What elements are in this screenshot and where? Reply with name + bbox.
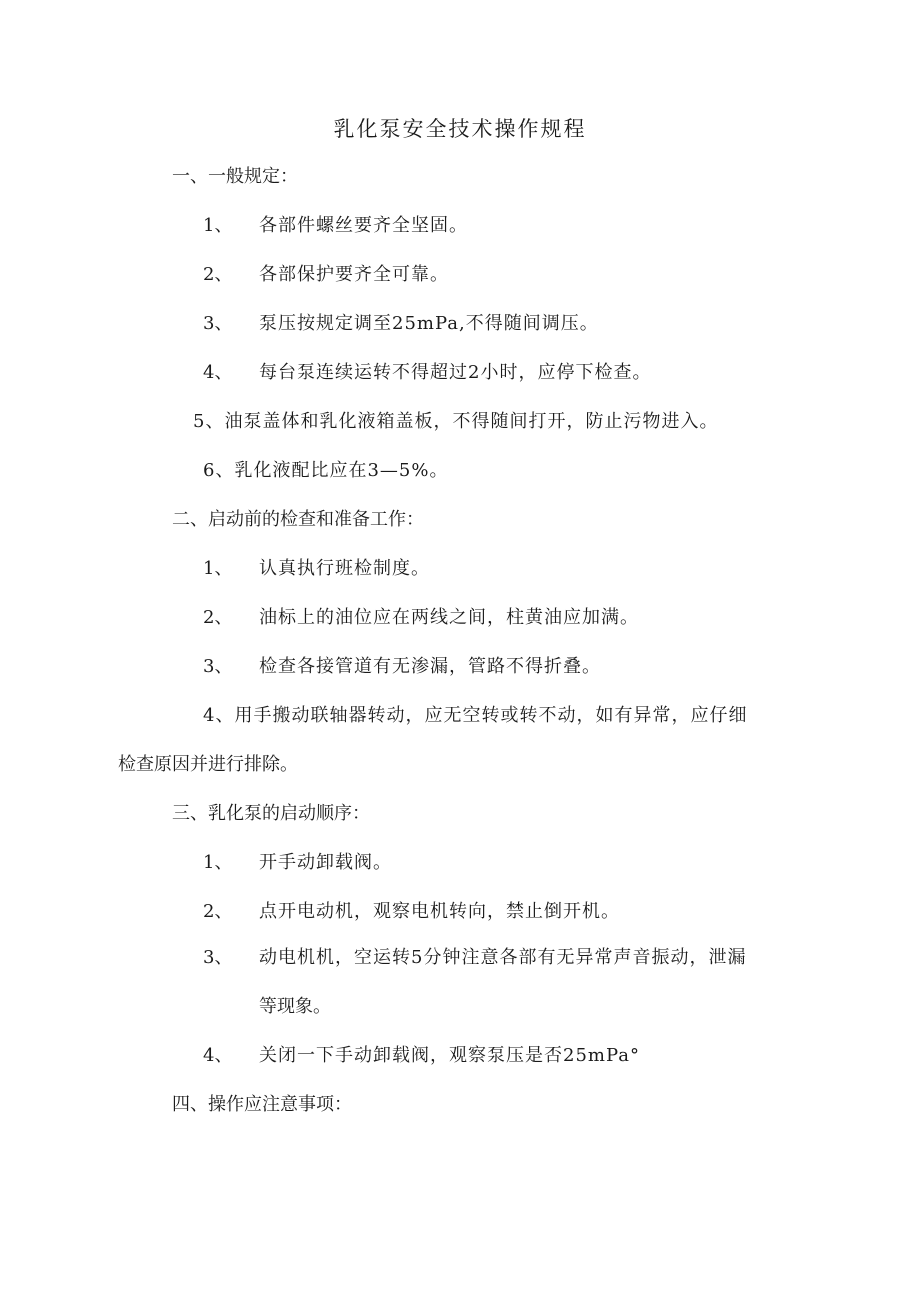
item-number: 2、	[203, 607, 233, 628]
item-text: 检查各接管道有无渗漏，管路不得折叠。	[259, 656, 601, 677]
section-heading-operation-notes: 四、操作应注意事项：	[172, 1094, 352, 1115]
list-item	[203, 652, 601, 678]
item-text: 6、乳化液配比应在3—5%。	[203, 460, 449, 481]
item-text: 认真执行班检制度。	[259, 558, 430, 579]
item-text: 油标上的油位应在两线之间，柱黄油应加满。	[259, 607, 639, 628]
list-item	[203, 309, 599, 335]
item-number: 3、	[203, 656, 233, 677]
item-number: 4、	[203, 1045, 233, 1066]
item-text: 动电机机，空运转5分钟注意各部有无异常声音振动，泄漏	[259, 947, 747, 968]
list-item	[193, 407, 718, 433]
list-item	[203, 1041, 640, 1067]
list-item	[203, 848, 392, 874]
item-text: 4、用手搬动联轴器转动，应无空转或转不动，如有异常，应仔细	[203, 705, 748, 726]
item-number: 2、	[203, 264, 233, 285]
item-number: 3、	[203, 313, 233, 334]
item-text: 开手动卸载阀。	[259, 852, 392, 873]
item-text: 5、油泵盖体和乳化液箱盖板，不得随间打开，防止污物进入。	[193, 411, 719, 432]
list-item	[203, 211, 468, 237]
item-number: 2、	[203, 901, 233, 922]
item-text: 每台泵连续运转不得超过2小时，应停下检查。	[259, 362, 652, 383]
item-number: 4、	[203, 362, 233, 383]
item-text: 点开电动机，观察电机转向，禁止倒开机。	[259, 901, 620, 922]
item-number: 1、	[203, 558, 233, 579]
item-text: 关闭一下手动卸载阀，观察泵压是否25mPa°	[259, 1045, 641, 1066]
list-item	[203, 358, 651, 384]
list-item	[203, 897, 620, 923]
list-item-continuation: 检查原因并进行排除。	[118, 754, 298, 775]
section-heading-pre-start-checks: 二、启动前的检查和准备工作：	[172, 509, 424, 530]
item-number: 3、	[203, 947, 233, 968]
list-item	[203, 603, 639, 629]
list-item-continuation: 等现象。	[259, 996, 331, 1017]
list-item	[203, 456, 448, 482]
item-number: 1、	[203, 852, 233, 873]
item-text: 各部保护要齐全可靠。	[259, 264, 449, 285]
list-item	[203, 701, 747, 727]
list-item	[203, 260, 449, 286]
item-number: 1、	[203, 215, 233, 236]
list-item	[203, 554, 430, 580]
section-heading-startup-sequence: 三、乳化泵的启动顺序：	[172, 803, 370, 824]
item-text: 泵压按规定调至25mPa,不得随间调压。	[259, 313, 599, 334]
item-text: 各部件螺丝要齐全坚固。	[259, 215, 468, 236]
document-title: 乳化泵安全技术操作规程	[333, 117, 587, 141]
list-item	[203, 943, 746, 969]
section-heading-general-rules: 一、一般规定：	[172, 166, 298, 187]
